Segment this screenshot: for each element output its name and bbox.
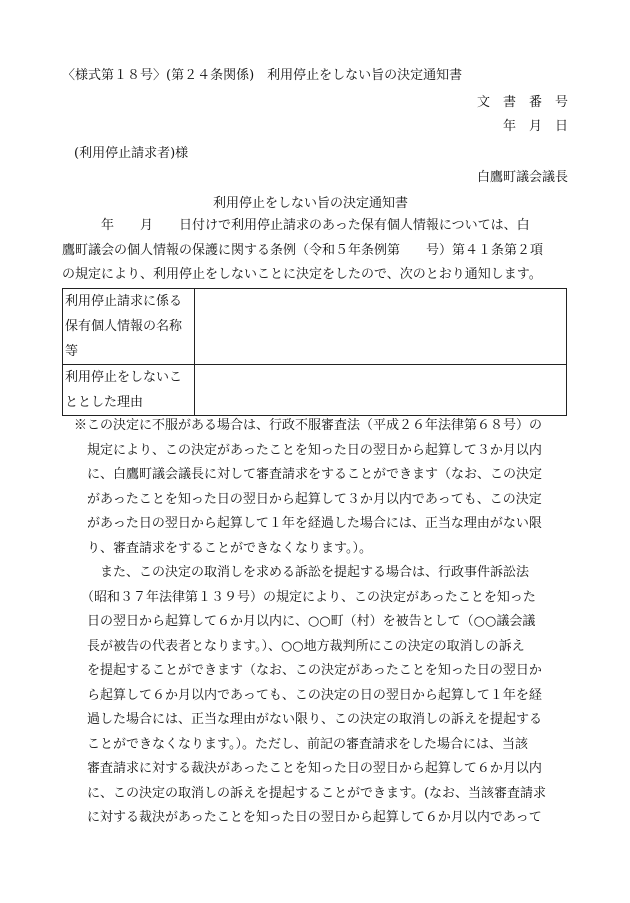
lawsuit-line: 日の翌日から起算して６か月以内に、○○町（村）を被告として（○○議会議 bbox=[87, 614, 536, 629]
body-line: の規定により、利用停止をしないことに決定をしたので、次のとおり通知します。 bbox=[62, 267, 542, 282]
table-row bbox=[63, 289, 567, 365]
lawsuit-line: 審査請求に対する裁決があったことを知った日の翌日から起算して６か月以内 bbox=[87, 761, 542, 776]
lawsuit-line: に対する裁決があったことを知った日の翌日から起算して６か月以内であって bbox=[87, 810, 542, 825]
lawsuit-paragraph bbox=[74, 561, 546, 831]
lawsuit-line: 過した場合には、正当な理由がない限り、この決定の取消しの訴えを提起する bbox=[87, 712, 543, 727]
date-label: 年 月 日 bbox=[502, 119, 568, 134]
note-line: り、審査請求をすることができなくなります。）。 bbox=[87, 540, 372, 556]
document-number-label: 文 書 番 号 bbox=[476, 95, 568, 110]
table-value-cell bbox=[194, 289, 566, 365]
note-line: 規定により、この決定があったことを知った日の翌日から起算して３か月以内 bbox=[87, 442, 542, 458]
lawsuit-line: ことができなくなります。）。ただし、前記の審査請求をした場合には、当該 bbox=[87, 736, 528, 752]
lawsuit-line: 長が被告の代表者となります。）、○○地方裁判所にこの決定の取消しの訴え bbox=[87, 638, 525, 654]
table-label-cell: 利用停止をしないこ ととした理由 bbox=[63, 365, 195, 416]
body-line: 鷹町議会の個人情報の保護に関する条例（令和５年条例第 号）第４１条第２項 bbox=[62, 242, 544, 258]
appeal-note bbox=[74, 414, 542, 561]
note-line: ※この決定に不服がある場合は、行政不服審査法（平成２６年法律第６８号）の bbox=[74, 418, 543, 433]
table-label-cell: 利用停止請求に係る 保有個人情報の名称 等 bbox=[63, 289, 195, 365]
body-paragraph bbox=[62, 214, 543, 288]
table-value-cell bbox=[194, 365, 566, 416]
note-line: があった日の翌日から起算して１年を経過した場合には、正当な理由がない限 bbox=[87, 516, 542, 531]
lawsuit-line: に、この決定の取消しの訴えを提起することができます。(なお、当該審査請求 bbox=[87, 785, 547, 801]
lawsuit-line: ら起算して６か月以内であっても、この決定の日の翌日から起算して１年を経 bbox=[87, 687, 542, 703]
note-line: に、白鷹町議会議長に対して審査請求をすることができます（なお、この決定 bbox=[87, 467, 543, 482]
lawsuit-line: （昭和３７年法律第１３９号）の規定により、この決定があったことを知った bbox=[81, 589, 536, 605]
info-table bbox=[62, 288, 567, 416]
body-line: 年 月 日付けで利用停止請求のあった保有個人情報については、白 bbox=[62, 218, 530, 233]
table-row bbox=[63, 365, 567, 416]
lawsuit-line: また、この決定の取消しを求める訴訟を提起する場合は、行政事件訴訟法 bbox=[87, 565, 530, 580]
note-line: があったことを知った日の翌日から起算して３か月以内であっても、この決定 bbox=[87, 491, 542, 507]
issuer: 白鷹町議会議長 bbox=[476, 170, 568, 185]
recipient: (利用停止請求者)様 bbox=[74, 146, 189, 161]
notice-title: 利用停止をしない旨の決定通知書 bbox=[213, 196, 409, 211]
lawsuit-line: を提起することができます（なお、この決定があったことを知った日の翌日か bbox=[87, 663, 542, 678]
form-header: 〈様式第１８号〉(第２４条関係) 利用停止をしない旨の決定通知書 bbox=[62, 68, 463, 83]
